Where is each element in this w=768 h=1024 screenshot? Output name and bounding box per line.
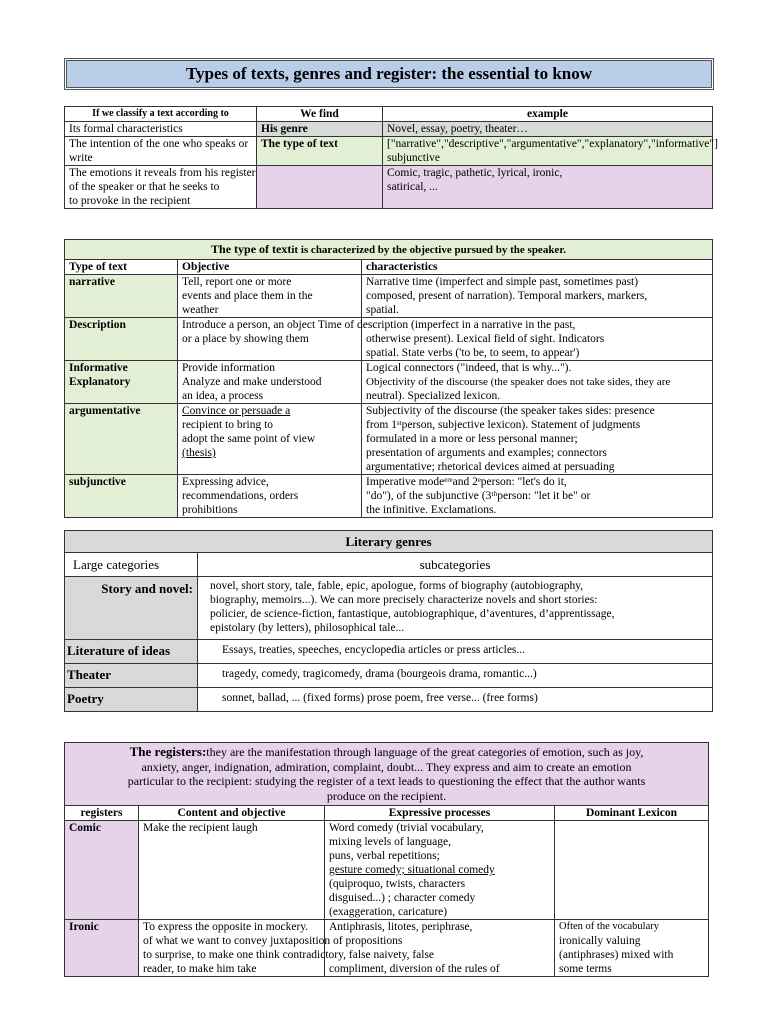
cell-text: argumentative <box>69 405 141 417</box>
processes-cell <box>325 920 555 977</box>
cell-text: Explanatory <box>69 376 131 388</box>
cell-text: epistolary (by letters), philosophical tale... <box>210 622 405 634</box>
cell-text: weather <box>182 304 219 316</box>
cell-text: from 1ˢᵗperson, subjective lexicon). Statement of judgments <box>366 419 641 431</box>
cell-text: spatial. <box>366 304 399 316</box>
cell-text: sonnet, ballad, ... (fixed forms) prose poem, free verse... (free forms) <box>222 692 538 704</box>
subs-cell <box>198 664 713 688</box>
chars-cell <box>362 475 713 518</box>
table-row <box>65 361 713 404</box>
cell-text: Novel, essay, poetry, theater… <box>387 123 528 135</box>
cell-text: subjunctive <box>69 476 126 488</box>
category-cell: Theater <box>65 664 198 688</box>
registers-intro <box>65 743 709 806</box>
cell-text: mixing levels of language, <box>329 836 451 848</box>
category-cell: Story and novel: <box>65 577 198 640</box>
cell-text: Often of the vocabulary <box>559 921 660 932</box>
header-cell: If we classify a text according to <box>65 107 257 122</box>
criterion-cell <box>65 122 257 137</box>
cell-text: of what we want to convey juxtaposition of propositions <box>143 935 403 947</box>
table-row <box>65 640 713 664</box>
heading-bold: The type of text <box>211 242 292 256</box>
registers-heading: The registers: <box>129 744 207 759</box>
type-cell <box>65 275 178 318</box>
cell-text: recipient to bring to <box>182 419 274 431</box>
cell-text: Essays, treaties, speeches, encyclopedia articles or press articles... <box>222 644 526 656</box>
cell-text: argumentative; rhetorical devices aimed at persuading <box>366 461 615 473</box>
subs-cell <box>198 577 713 640</box>
type-cell <box>65 404 178 475</box>
cell-text: Convince or persuade a <box>182 405 291 417</box>
cell-text: otherwise present). Lexical field of sight. Indicators <box>366 333 605 345</box>
header-cell: Expressive processes <box>325 806 555 821</box>
content-cell <box>139 821 325 920</box>
cell-text: recommendations, orders <box>182 490 299 502</box>
objective-cell <box>178 275 362 318</box>
cell-text: Expressing advice, <box>182 476 269 488</box>
cell-text: an idea, a process <box>182 390 264 402</box>
subs-cell <box>198 640 713 664</box>
header-cell: Large categories <box>65 553 198 577</box>
table-row <box>65 821 709 920</box>
title-box <box>64 58 714 90</box>
cell-text: disguised...) ; character comedy <box>329 892 476 904</box>
table-row <box>65 688 713 712</box>
cell-text: To express the opposite in mockery. <box>143 921 309 933</box>
chars-cell <box>362 361 713 404</box>
cell-text: "do"), of the subjunctive (3ᵗʰperson: "let it be" or <box>366 490 591 502</box>
cell-text: Informative <box>69 362 128 374</box>
cell-text: The intention of the one who speaks or <box>69 138 249 150</box>
objective-cell <box>178 361 362 404</box>
cell-text: to surprise, to make one think contradictory, false naivety, false <box>143 949 435 961</box>
cell-text: satirical, ... <box>387 181 438 193</box>
table-row <box>65 137 713 166</box>
cell-text: gesture comedy; situational comedy <box>329 864 495 876</box>
register-cell: Comic <box>65 821 139 920</box>
cell-text: novel, short story, tale, fable, epic, apologue, forms of biography (autobiography, <box>210 580 584 592</box>
cell-text: Provide information <box>182 362 275 374</box>
table-header-row <box>65 553 713 577</box>
cell-text: compliment, diversion of the rules of <box>329 963 500 975</box>
cell-text: neutral). Specialized lexicon. <box>366 390 501 402</box>
processes-cell <box>325 821 555 920</box>
intro-text: particular to the recipient: studying the register of a text leads to questioning the effect that the author wants <box>127 774 646 788</box>
literary-genres-table <box>64 530 713 712</box>
chars-cell <box>362 275 713 318</box>
text-types-heading <box>65 240 713 260</box>
lexicon-cell <box>555 821 709 920</box>
intro-text: anxiety, anger, indignation, admiration, complaint, doubt... They express and aim to create an emotion <box>141 759 632 774</box>
text-types-table <box>64 239 713 518</box>
cell-text: biography, memoirs...). We can more precisely characterize novels and short stories: <box>210 594 598 606</box>
cell-text: Tell, report one or more <box>182 276 292 288</box>
cell-text: Logical connectors ("indeed, that is why..."). <box>366 362 572 374</box>
type-cell <box>65 475 178 518</box>
cell-text: composed, present of narration). Temporal markers, markers, <box>366 290 648 302</box>
example-cell <box>383 137 718 166</box>
cell-text: presentation of arguments and examples; connectors <box>366 447 607 459</box>
table-row <box>65 664 713 688</box>
cell-text: write <box>69 152 93 164</box>
cell-text: Its formal characteristics <box>69 123 183 135</box>
register-cell: Ironic <box>65 920 139 977</box>
cell-text: formulated in a more or less personal manner; <box>366 433 578 445</box>
cell-text: Word comedy (trivial vocabulary, <box>329 822 484 834</box>
example-cell <box>383 122 713 137</box>
table-row <box>65 475 713 518</box>
registers-table <box>64 742 709 977</box>
header-cell: registers <box>65 806 139 821</box>
heading-rest: it is characterized by the objective pursued by the speaker. <box>291 244 566 256</box>
find-cell <box>257 166 383 209</box>
table-row <box>65 318 713 361</box>
cell-text: or a place by showing them <box>182 333 309 345</box>
cell-text: ironically valuing <box>559 935 641 947</box>
cell-text: (thesis) <box>182 447 216 459</box>
table-row <box>65 275 713 318</box>
header-cell: example <box>383 107 713 122</box>
cell-text: (quiproquo, twists, characters <box>329 878 466 890</box>
cell-text: Antiphrasis, litotes, periphrase, <box>329 921 473 933</box>
cell-text: Make the recipient laugh <box>143 822 258 834</box>
cell-text: reader, to make him take <box>143 963 257 975</box>
cell-text: puns, verbal repetitions; <box>329 850 440 862</box>
cell-text: Subjectivity of the discourse (the speaker takes sides: presence <box>366 405 655 417</box>
objective-cell <box>178 404 362 475</box>
cell-text: Analyze and make understood <box>182 376 322 388</box>
criterion-cell <box>65 137 257 166</box>
cell-text: tragedy, comedy, tragicomedy, drama (bourgeois drama, romantic...) <box>222 668 537 680</box>
cell-text: Description <box>69 319 126 331</box>
table-header-row <box>65 260 713 275</box>
cell-text: Objectivity of the discourse (the speaker does not take sides, they are <box>366 376 671 388</box>
criterion-cell <box>65 166 257 209</box>
intro-text: they are the manifestation through language of the great categories of emotion, such as joy, <box>206 745 644 759</box>
category-cell: Poetry <box>65 688 198 712</box>
cell-text: (exaggeration, caricature) <box>329 906 448 918</box>
example-cell <box>383 166 713 209</box>
cell-text: (antiphrases) mixed with <box>559 949 674 961</box>
cell-text: adopt the same point of view <box>182 433 316 445</box>
find-cell: His genre <box>257 122 383 137</box>
cell-text: ["narrative","descriptive","argumentative","explanatory","informative"] <box>387 138 718 150</box>
cell-text: events and place them in the <box>182 290 313 302</box>
page-title: Types of texts, genres and register: the essential to know <box>185 64 593 83</box>
header-cell: We find <box>257 107 383 122</box>
header-cell: Content and objective <box>139 806 325 821</box>
table-row <box>65 577 713 640</box>
cell-text: some terms <box>559 963 612 975</box>
cell-text: The emotions it reveals from his register <box>69 167 256 179</box>
lexicon-cell <box>555 920 709 977</box>
table-heading-row <box>65 240 713 260</box>
table-heading-row <box>65 531 713 553</box>
header-cell: subcategories <box>198 553 713 577</box>
table-heading-row <box>65 743 709 806</box>
header-cell: characteristics <box>362 260 713 275</box>
subs-cell <box>198 688 713 712</box>
table-header-row <box>65 107 713 122</box>
cell-text: policier, de science-fiction, fantastique, autobiographique, d’aventures, d’apprentissage, <box>210 608 615 620</box>
header-cell: Objective <box>178 260 362 275</box>
table-row <box>65 166 713 209</box>
cell-text: narrative <box>69 276 115 288</box>
cell-text: spatial. State verbs ('to be, to seem, to appear') <box>366 347 580 359</box>
type-cell <box>65 318 178 361</box>
category-cell: Literature of ideas <box>65 640 198 664</box>
table-row <box>65 404 713 475</box>
cell-text: Introduce a person, an object Time of description (imperfect in a narrative in the past, <box>182 319 576 331</box>
table-row <box>65 920 709 977</box>
type-cell <box>65 361 178 404</box>
cell-text: Narrative time (imperfect and simple past, sometimes past) <box>366 276 639 288</box>
objective-cell <box>178 475 362 518</box>
header-cell: Type of text <box>65 260 178 275</box>
classification-table <box>64 106 718 209</box>
chars-cell <box>362 404 713 475</box>
intro-text: produce on the recipient. <box>326 788 447 803</box>
header-cell: Dominant Lexicon <box>555 806 709 821</box>
cell-text: the infinitive. Exclamations. <box>366 504 497 516</box>
genres-heading: Literary genres <box>65 531 713 553</box>
cell-text: Imperative modeᵉʳᵉand 2ᵉperson: "let's do it, <box>366 476 567 488</box>
table-header-row <box>65 806 709 821</box>
table-row <box>65 122 713 137</box>
cell-text: to provoke in the recipient <box>69 195 191 207</box>
cell-text: Comic, tragic, pathetic, lyrical, ironic, <box>387 167 563 179</box>
cell-text: of the speaker or that he seeks to <box>69 181 220 193</box>
cell-text: prohibitions <box>182 504 238 516</box>
find-cell: The type of text <box>257 137 383 166</box>
cell-text: subjunctive <box>387 152 441 164</box>
